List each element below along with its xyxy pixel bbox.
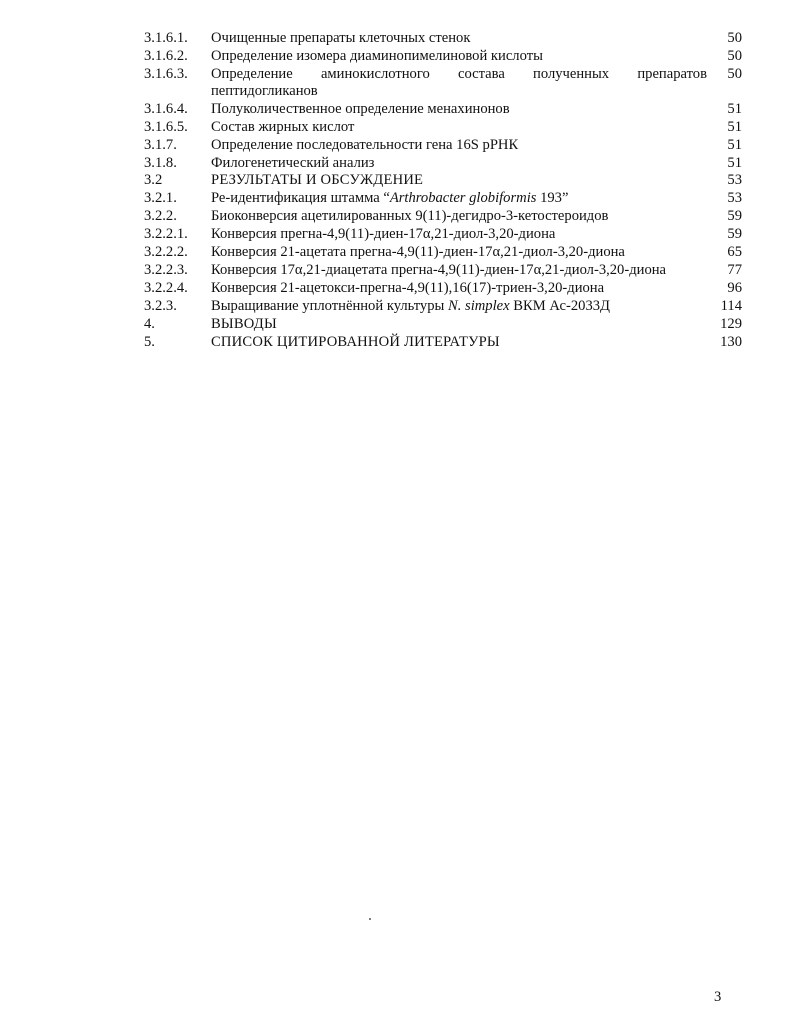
toc-entry-number: 3.1.6.5. xyxy=(144,119,188,135)
toc-entry-title xyxy=(211,190,707,207)
toc-entry-page: 130 xyxy=(720,334,742,350)
toc-entry-page: 53 xyxy=(727,172,742,188)
toc-entry-number: 3.2.2.3. xyxy=(144,262,188,278)
toc-entry-title: Конверсия 17α,21-диацетата прегна-4,9(11)-диен-17α,21-диол-3,20-диона xyxy=(211,262,667,278)
page-number: 3 xyxy=(714,989,722,1005)
toc-entry-title-text: Ре-идентификация штамма “ xyxy=(211,190,390,206)
toc-entry-page: 65 xyxy=(727,244,742,260)
toc-entry-title: Определение последовательности гена 16S рРНК xyxy=(211,137,519,153)
toc-entry-page: 59 xyxy=(727,226,742,242)
toc-entry-page: 51 xyxy=(727,119,742,135)
toc-entry-page: 59 xyxy=(727,208,742,224)
toc-entry-number: 3.1.6.2. xyxy=(144,48,188,64)
toc-entry-title: ВЫВОДЫ xyxy=(211,316,277,332)
toc-entry-page: 77 xyxy=(727,262,742,278)
toc-entry-number: 3.2.2.2. xyxy=(144,244,188,260)
toc-entry-number: 3.1.8. xyxy=(144,155,177,171)
toc-entry-title: РЕЗУЛЬТАТЫ И ОБСУЖДЕНИЕ xyxy=(211,172,424,188)
scan-speck xyxy=(369,918,371,920)
toc-entry-number: 3.1.6.3. xyxy=(144,66,188,82)
toc-entry-title-text: Выращивание уплотнённой культуры xyxy=(211,298,448,314)
toc-entry-page: 51 xyxy=(727,155,742,171)
toc-entry-number: 4. xyxy=(144,316,155,332)
toc-entry-page: 53 xyxy=(727,190,742,206)
toc-entry-title-text: ВКМ Ас-2033Д xyxy=(509,298,611,314)
toc-entry-title xyxy=(211,298,707,315)
toc-entry-page: 50 xyxy=(727,30,742,46)
toc-entry-page: 129 xyxy=(720,316,742,332)
toc-entry-page: 50 xyxy=(727,66,742,82)
toc-entry-number: 3.1.6.1. xyxy=(144,30,188,46)
toc-entry-title: Состав жирных кислот xyxy=(211,119,355,135)
toc-entry-title: Полуколичественное определение менахинонов xyxy=(211,101,510,117)
toc-entry-number: 3.2 xyxy=(144,172,163,188)
toc-entry-number: 3.1.7. xyxy=(144,137,177,153)
toc-entry-title-continuation: пептидогликанов xyxy=(211,83,318,99)
toc-entry-title: Определение аминокислотного состава полученных препаратов xyxy=(211,66,707,82)
toc-entry-title: Биоконверсия ацетилированных 9(11)-дегидро-3-кетостероидов xyxy=(211,208,609,224)
toc-entry-page: 51 xyxy=(727,101,742,117)
toc-entry-title: Конверсия 21-ацетата прегна-4,9(11)-диен-17α,21-диол-3,20-диона xyxy=(211,244,625,260)
toc-entry-title: Конверсия прегна-4,9(11)-диен-17α,21-диол-3,20-диона xyxy=(211,226,556,242)
toc-entry-number: 3.1.6.4. xyxy=(144,101,188,117)
toc-entry-title: Определение изомера диаминопимелиновой кислоты xyxy=(211,48,543,64)
toc-entry-number: 3.2.2.1. xyxy=(144,226,188,242)
toc-entry-title: Филогенетический анализ xyxy=(211,155,375,171)
toc-entry-page: 114 xyxy=(720,298,742,314)
toc-entry-title-species: N. simplex xyxy=(447,298,510,314)
toc-entry-title: СПИСОК ЦИТИРОВАННОЙ ЛИТЕРАТУРЫ xyxy=(211,334,500,350)
toc-entry-page: 51 xyxy=(727,137,742,153)
toc-entry-title: Конверсия 21-ацетокси-прегна-4,9(11),16(17)-триен-3,20-диона xyxy=(211,280,605,296)
toc-entry-number: 3.2.1. xyxy=(144,190,177,206)
toc-entry-number: 3.2.2. xyxy=(144,208,177,224)
toc-entry-title-wrapped xyxy=(211,66,707,100)
toc-entry-title-text: 193” xyxy=(536,190,569,206)
toc-entry-number: 3.2.3. xyxy=(144,298,177,314)
toc-entry-page: 96 xyxy=(727,280,742,296)
toc-entry-title-species: Arthrobacter globiformis xyxy=(389,190,537,206)
toc-entry-number: 5. xyxy=(144,334,155,350)
toc-entry-number: 3.2.2.4. xyxy=(144,280,188,296)
toc-entry-page: 50 xyxy=(727,48,742,64)
toc-entry-title: Очищенные препараты клеточных стенок xyxy=(211,30,471,46)
